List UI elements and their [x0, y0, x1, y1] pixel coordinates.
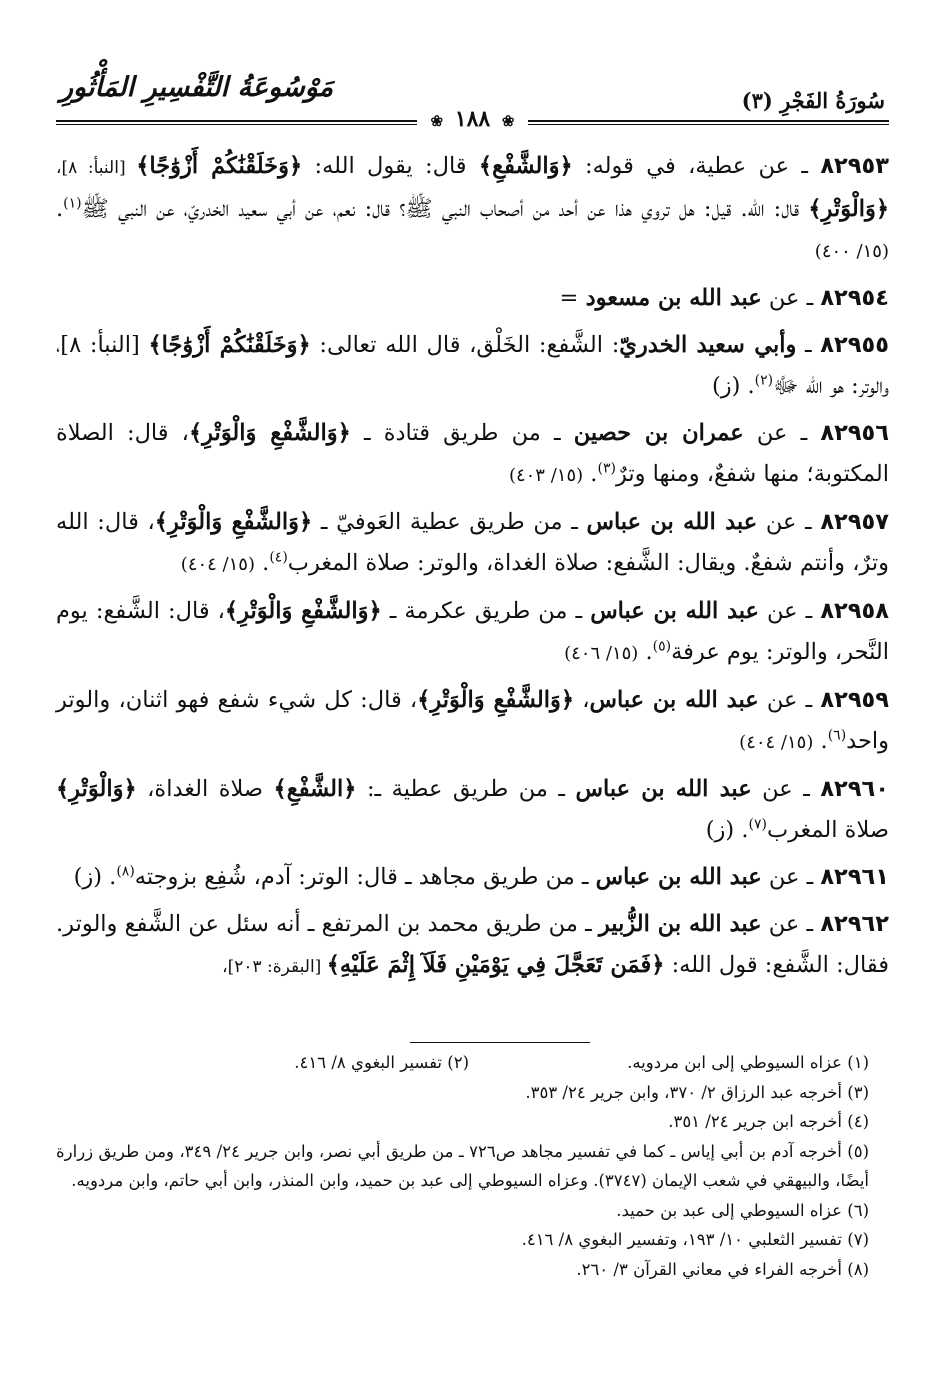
narration-82960	[56, 769, 889, 851]
narration-text: ـ من طريق عكرمة ـ	[381, 598, 591, 624]
narration-text: .	[255, 550, 270, 576]
volume-reference: (١٥/ ٤٠٠)	[814, 241, 889, 262]
narration-82962	[56, 904, 889, 988]
footnote-marker[interactable]: (٧)	[748, 816, 767, 833]
narration-82957	[56, 502, 889, 585]
quran-quote: ﴿فَمَن تَعَجَّلَ فِي يَوْمَيْنِ فَلَآ إِثْمَ عَلَيْهِ﴾	[326, 952, 665, 978]
footnote-marker[interactable]: (٦)	[827, 727, 847, 744]
narrator-name: وأبي سعيد الخدريّ	[619, 332, 797, 358]
narration-text: ـ عن	[743, 420, 821, 446]
footnote-1: (١) عزاه السيوطي إلى ابن مردويه.	[627, 1053, 869, 1072]
narration-number: ٨٢٩٥٦	[820, 420, 890, 446]
footnote-marker[interactable]: (٥)	[652, 638, 672, 655]
narration-text: ـ عن	[761, 911, 821, 937]
narration-text: ـ من طريق عطية ـ:	[356, 776, 576, 802]
narrator-name: عبد الله بن عباس	[595, 864, 762, 890]
footnote-marker[interactable]: (٣)	[597, 460, 616, 477]
quran-quote: ﴿الشَّفْعِ﴾	[273, 776, 357, 802]
narrator-name: عبد الله بن مسعود	[585, 285, 762, 311]
footnote-4: (٤) أخرجه ابن جرير ٢٤/ ٣٥١.	[668, 1112, 869, 1131]
surah-title: سُورَةُ الفَجْرِ (٣)	[741, 88, 885, 113]
narration-number: ٨٢٩٦١	[820, 864, 889, 890]
narration-text: .	[813, 728, 828, 754]
volume-reference: (١٥/ ٤٠٤)	[180, 554, 255, 575]
narration-text: صلاة الغداة،	[136, 776, 274, 802]
quran-quote: ﴿وَالشَّفْعِ وَالْوَتْرِ﴾	[188, 420, 351, 446]
quran-quote: ﴿وَالْوَتْرِ﴾	[56, 776, 137, 802]
volume-reference: (١٥/ ٤٠٣)	[508, 465, 584, 486]
narration-text: ـ من طريق قتادة ـ	[350, 420, 574, 446]
narration-82959	[56, 680, 889, 763]
ornament-icon: ❀	[430, 112, 444, 130]
narrator-name: عمران بن حصين	[573, 420, 744, 446]
footnote-marker[interactable]: (١)	[63, 195, 82, 212]
page-number: ١٨٨	[454, 106, 491, 132]
narration-text: [النبأ: ٨]، والوتر: هو الله ﷻ	[56, 332, 889, 399]
narration-text: : الشَّفع: الخَلْق، قال الله تعالى:	[310, 332, 620, 358]
ornament-icon: ❀	[501, 112, 515, 130]
narration-number: ٨٢٩٦٠	[820, 776, 889, 802]
narration-text: ـ عن	[758, 687, 821, 713]
narration-text: ، قال: الصلاة المكتوبة؛ منها شفعٌ، ومنها وترٌ	[56, 420, 889, 487]
narration-text: ، قال: الشَّفع: يوم النَّحر، والوتر: يوم عرفة	[56, 598, 889, 665]
page-number-block	[417, 106, 529, 132]
footnote-7: (٧) تفسير الثعلبي ١٠/ ١٩٣، وتفسير البغوي ٨/ ٤١٦.	[521, 1230, 869, 1249]
quran-quote: ﴿وَالشَّفْعِ وَالْوَتْرِ﴾	[154, 509, 313, 535]
narration-82954	[56, 278, 889, 319]
narrator-name: عبد الله بن عباس	[589, 687, 759, 713]
narration-text: قال: الله. قيل: هل تروي هذا عن أحد من أصحاب النبي ﷺ؟ قال: نعم، عن أبي سعيد الخدريّ، عن النبي ﷺ	[81, 196, 809, 222]
narration-text: .	[56, 196, 64, 222]
footnote-6: (٦) عزاه السيوطي إلى عبد بن حميد.	[616, 1200, 869, 1220]
narration-text: ، قال: كل شيء شفع فهو اثنان، والوتر واحد	[56, 687, 889, 754]
narration-text: .	[638, 639, 653, 665]
narration-82955	[56, 325, 889, 407]
footnote-marker[interactable]: (٢)	[754, 372, 774, 389]
narration-text: قال: يقول الله:	[302, 153, 479, 179]
narration-text: ـ من طريق محمد بن المرتفع ـ أنه سئل عن الشَّفع والوتر. فقال: الشَّفع: قول الله:	[56, 911, 889, 978]
narrator-name: عبد الله بن عباس	[586, 509, 758, 535]
narration-text: . (ز)	[705, 817, 749, 843]
narration-text: .	[583, 461, 598, 487]
quran-quote: ﴿وَالشَّفْعِ﴾	[478, 153, 573, 179]
volume-reference: (١٥/ ٤٠٦)	[564, 643, 639, 664]
footnote-marker[interactable]: (٤)	[269, 549, 288, 566]
narration-text: ـ عن	[761, 864, 821, 890]
narration-text: ـ عن	[761, 285, 821, 311]
quran-quote: ﴿وَخَلَقْنَٰكُمْ أَزْوَٰجًا﴾	[148, 332, 311, 358]
quran-quote: ﴿وَالشَّفْعِ وَالْوَتْرِ﴾	[224, 598, 382, 624]
volume-reference: (١٥/ ٤٠٤)	[739, 732, 814, 753]
narrator-name: عبد الله بن عباس	[590, 598, 759, 624]
narration-text: =	[559, 285, 586, 311]
narration-number: ٨٢٩٥٧	[820, 509, 889, 535]
narration-82953	[56, 146, 889, 272]
narration-text: ـ	[796, 332, 821, 358]
narration-text: ـ من طريق عطية العَوفيّ ـ	[312, 509, 587, 535]
footnote-5: (٥) أخرجه آدم بن أبي إياس ـ كما في تفسير مجاهد ص٧٢٦ ـ من طريق أبي نصر، وابن جرير ٢٤/ ٣٤٩، ومن طريق زرارة أيضًا، والبيهقي في شعب الإيمان (٣٧٤٧). وعزاه السيوطي إلى عبد بن حميد، وابن المنذر، وابن أبي حاتم، وابن مردويه.	[56, 1141, 870, 1190]
narrator-name: عبد الله بن عباس	[575, 776, 752, 802]
quran-quote: ﴿وَخَلَقْنَٰكُمْ أَزْوَٰجًا﴾	[136, 153, 303, 179]
narration-82961	[56, 857, 889, 898]
footnote-8: (٨) أخرجه الفراء في معاني القرآن ٣/ ٢٦٠.	[576, 1259, 869, 1279]
narration-number: ٨٢٩٥٣	[820, 153, 889, 179]
page-header	[56, 70, 889, 132]
main-text	[56, 146, 889, 994]
narration-number: ٨٢٩٥٨	[820, 598, 889, 624]
footnote-2: (٢) تفسير البغوي ٨/ ٤١٦.	[294, 1053, 469, 1072]
footnote-3: (٣) أخرجه عبد الرزاق ٢/ ٣٧٠، وابن جرير ٢٤/ ٣٥٣.	[525, 1082, 869, 1102]
narration-number: ٨٢٩٥٤	[820, 285, 889, 311]
surah-reference: [البقرة: ٢٠٣]،	[222, 957, 327, 977]
narration-number: ٨٢٩٥٩	[820, 687, 890, 713]
narration-text: ـ عن	[758, 598, 821, 624]
footnote-separator	[410, 1042, 590, 1043]
footnotes	[56, 1048, 869, 1284]
narration-number: ٨٢٩٦٢	[820, 911, 889, 937]
narration-number: ٨٢٩٥٥	[820, 332, 889, 358]
quran-quote: ﴿وَالْوَتْرِ﴾	[808, 196, 889, 222]
narration-text: ـ من طريق مجاهد ـ قال: الوتر: آدم، شُفِع بزوجته	[134, 864, 596, 890]
narration-text: ،	[574, 687, 590, 713]
quran-quote: ﴿وَالشَّفْعِ وَالْوَتْرِ﴾	[417, 687, 575, 713]
narration-82956	[56, 413, 889, 496]
narrator-name: عبد الله بن الزُّبير	[598, 911, 762, 937]
narration-text: ـ عن عطية، في قوله:	[572, 153, 821, 179]
narration-text: . (ز)	[73, 864, 117, 890]
footnote-row	[56, 1048, 869, 1078]
narration-text: ـ عن	[751, 776, 821, 802]
footnote-marker[interactable]: (٨)	[116, 863, 135, 880]
book-title: مَوْسُوعَةُ التَّفْسِيرِ المَأْثُورِ	[60, 72, 334, 103]
narration-text: صلاة المغرب	[766, 817, 889, 843]
narration-text: ، قال: الله وترٌ، وأنتم شفعٌ. ويقال: الشَّفع: صلاة الغداة، والوتر: صلاة المغرب	[56, 509, 889, 576]
narration-text: . (ز)	[711, 373, 755, 399]
narration-text: ـ عن	[757, 509, 821, 535]
surah-reference: [النبأ: ٨]،	[56, 158, 137, 178]
narration-82958	[56, 591, 889, 674]
